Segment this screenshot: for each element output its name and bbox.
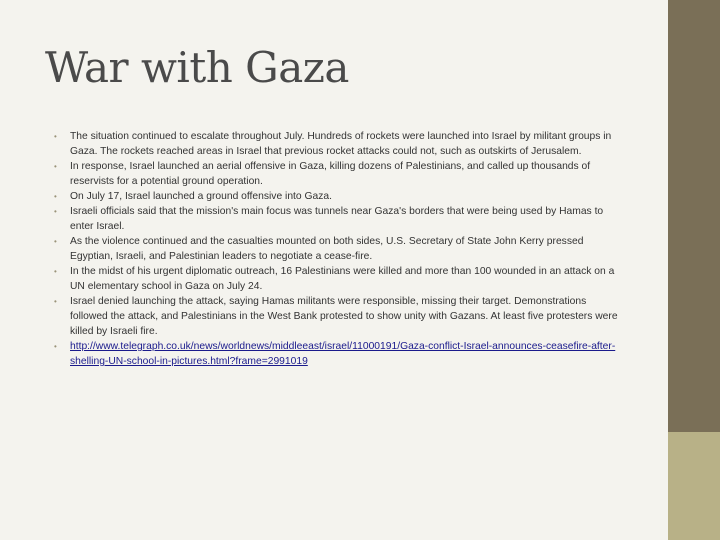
bullet-list <box>54 129 626 369</box>
bullet-icon: • <box>54 297 57 306</box>
bullet-icon: • <box>54 267 57 276</box>
list-item <box>54 294 626 339</box>
list-item <box>54 339 626 369</box>
bullet-text: On July 17, Israel launched a ground offensive into Gaza. <box>70 191 332 202</box>
bullet-icon: • <box>54 207 57 216</box>
bullet-text: In the midst of his urgent diplomatic outreach, 16 Palestinians were killed and more than 100 wounded in an attack on a UN elementary school in Gaza on July 24. <box>70 266 615 292</box>
bullet-icon: • <box>54 132 57 141</box>
side-accent-block <box>668 432 720 540</box>
list-item <box>54 204 626 234</box>
bullet-text: Israeli officials said that the mission's main focus was tunnels near Gaza's borders that were being used by Hamas to enter Israel. <box>70 206 604 232</box>
bullet-icon: • <box>54 237 57 246</box>
bullet-icon: • <box>54 342 57 351</box>
bullet-icon: • <box>54 162 57 171</box>
bullet-text: The situation continued to escalate throughout July. Hundreds of rockets were launched into Israel by militant groups in Gaza. The rockets reached areas in Israel that previous rocket attacks could not, such as outskirts of Jerusalem. <box>70 131 612 157</box>
source-link[interactable]: http://www.telegraph.co.uk/news/worldnews/middleeast/israel/11000191/Gaza-conflict-Israel-announces-ceasefire-after-shelling-UN-school-in-pictures.html?frame=2991019 <box>70 341 616 367</box>
bullet-text: In response, Israel launched an aerial offensive in Gaza, killing dozens of Palestinians, and called up thousands of reservists for a potential ground operation. <box>70 161 591 187</box>
slide-title: War with Gaza <box>45 43 349 92</box>
bullet-text: Israel denied launching the attack, saying Hamas militants were responsible, missing their target. Demonstrations followed the attack, and Palestinians in the West Bank protested to show unity with Gazans. At least five protesters were killed by Israeli fire. <box>70 296 618 337</box>
list-item <box>54 189 626 204</box>
bullet-text: As the violence continued and the casualties mounted on both sides, U.S. Secretary of State John Kerry pressed Egyptian, Israeli, and Palestinian leaders to negotiate a cease-fire. <box>70 236 584 262</box>
list-item <box>54 129 626 159</box>
bullet-icon: • <box>54 192 57 201</box>
list-item <box>54 234 626 264</box>
list-item <box>54 264 626 294</box>
list-item <box>54 159 626 189</box>
